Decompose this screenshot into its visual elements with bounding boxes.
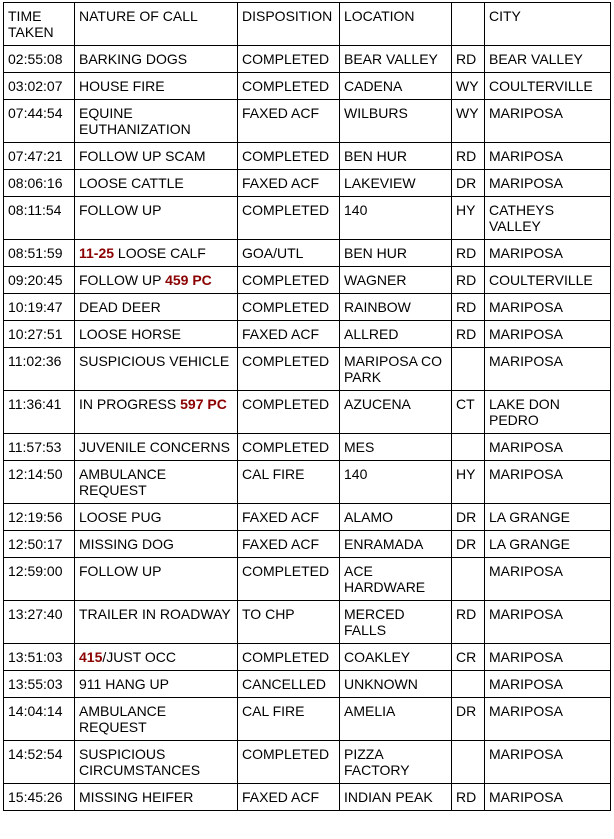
nature-text: SUSPICIOUS CIRCUMSTANCES — [79, 746, 201, 778]
disposition-cell: COMPLETED — [238, 558, 340, 601]
city-cell: MARIPOSA — [485, 170, 611, 197]
time-taken-cell: 15:45:26 — [4, 784, 75, 811]
location-cell: MES — [340, 434, 452, 461]
table-row — [4, 348, 611, 391]
nature-of-call-cell — [75, 100, 238, 143]
nature-of-call-cell — [75, 504, 238, 531]
street-suffix-cell: DR — [452, 698, 485, 741]
disposition-cell: TO CHP — [238, 601, 340, 644]
street-suffix-cell: WY — [452, 73, 485, 100]
location-cell: ENRAMADA — [340, 531, 452, 558]
nature-of-call-cell — [75, 531, 238, 558]
city-cell: MARIPOSA — [485, 741, 611, 784]
city-cell: LA GRANGE — [485, 531, 611, 558]
nature-text: BARKING DOGS — [79, 51, 188, 67]
location-cell: 140 — [340, 197, 452, 240]
table-row — [4, 46, 611, 73]
nature-of-call-cell — [75, 461, 238, 504]
street-suffix-cell — [452, 558, 485, 601]
city-cell: LAKE DON PEDRO — [485, 391, 611, 434]
location-cell: RAINBOW — [340, 294, 452, 321]
disposition-cell: COMPLETED — [238, 741, 340, 784]
nature-of-call-cell — [75, 143, 238, 170]
nature-of-call-cell — [75, 321, 238, 348]
location-cell: AZUCENA — [340, 391, 452, 434]
city-cell: MARIPOSA — [485, 240, 611, 267]
city-cell: MARIPOSA — [485, 100, 611, 143]
header-time-taken: TIME TAKEN — [4, 3, 75, 46]
street-suffix-cell: RD — [452, 321, 485, 348]
table-row — [4, 741, 611, 784]
city-cell: MARIPOSA — [485, 143, 611, 170]
city-cell: MARIPOSA — [485, 698, 611, 741]
city-cell: MARIPOSA — [485, 348, 611, 391]
city-cell: LA GRANGE — [485, 504, 611, 531]
header-city: CITY — [485, 3, 611, 46]
nature-text: AMBULANCE REQUEST — [79, 466, 167, 498]
street-suffix-cell: RD — [452, 784, 485, 811]
time-taken-cell: 10:19:47 — [4, 294, 75, 321]
street-suffix-cell — [452, 741, 485, 784]
nature-of-call-cell — [75, 348, 238, 391]
time-taken-cell: 08:11:54 — [4, 197, 75, 240]
table-row — [4, 170, 611, 197]
nature-text: TRAILER IN ROADWAY — [79, 606, 231, 622]
time-taken-cell: 02:55:08 — [4, 46, 75, 73]
location-cell: WAGNER — [340, 267, 452, 294]
disposition-cell: COMPLETED — [238, 267, 340, 294]
nature-text: DEAD DEER — [79, 299, 161, 315]
header-nature-of-call: NATURE OF CALL — [75, 3, 238, 46]
nature-text: JUVENILE CONCERNS — [79, 439, 230, 455]
nature-text: AMBULANCE REQUEST — [79, 703, 167, 735]
table-row — [4, 434, 611, 461]
location-cell: BEAR VALLEY — [340, 46, 452, 73]
nature-of-call-cell — [75, 46, 238, 73]
location-cell: ACE HARDWARE — [340, 558, 452, 601]
nature-text: IN PROGRESS — [79, 396, 181, 412]
nature-text: 911 HANG UP — [79, 676, 169, 692]
street-suffix-cell: DR — [452, 170, 485, 197]
street-suffix-cell: CT — [452, 391, 485, 434]
time-taken-cell: 11:36:41 — [4, 391, 75, 434]
city-cell: COULTERVILLE — [485, 267, 611, 294]
city-cell: MARIPOSA — [485, 434, 611, 461]
table-row — [4, 644, 611, 671]
time-taken-cell: 12:59:00 — [4, 558, 75, 601]
street-suffix-cell: RD — [452, 601, 485, 644]
location-cell: COAKLEY — [340, 644, 452, 671]
location-cell: UNKNOWN — [340, 671, 452, 698]
street-suffix-cell: RD — [452, 46, 485, 73]
table-row — [4, 197, 611, 240]
nature-text: HOUSE FIRE — [79, 78, 165, 94]
nature-of-call-cell — [75, 170, 238, 197]
nature-text: LOOSE CALF — [114, 245, 206, 261]
city-cell: CATHEYS VALLEY — [485, 197, 611, 240]
disposition-cell: COMPLETED — [238, 46, 340, 73]
disposition-cell: FAXED ACF — [238, 784, 340, 811]
street-suffix-cell — [452, 348, 485, 391]
time-taken-cell: 10:27:51 — [4, 321, 75, 348]
disposition-cell: GOA/UTL — [238, 240, 340, 267]
disposition-cell: COMPLETED — [238, 348, 340, 391]
disposition-cell: COMPLETED — [238, 197, 340, 240]
street-suffix-cell: HY — [452, 197, 485, 240]
location-cell: ALLRED — [340, 321, 452, 348]
time-taken-cell: 14:04:14 — [4, 698, 75, 741]
table-row — [4, 698, 611, 741]
city-cell: BEAR VALLEY — [485, 46, 611, 73]
street-suffix-cell: RD — [452, 294, 485, 321]
time-taken-cell: 11:02:36 — [4, 348, 75, 391]
time-taken-cell: 07:47:21 — [4, 143, 75, 170]
nature-of-call-cell — [75, 267, 238, 294]
street-suffix-cell — [452, 434, 485, 461]
time-taken-cell: 13:27:40 — [4, 601, 75, 644]
street-suffix-cell: WY — [452, 100, 485, 143]
table-row — [4, 531, 611, 558]
location-cell: 140 — [340, 461, 452, 504]
table-row — [4, 240, 611, 267]
call-log-body — [4, 3, 611, 811]
disposition-cell: COMPLETED — [238, 391, 340, 434]
nature-of-call-cell — [75, 240, 238, 267]
table-row — [4, 671, 611, 698]
street-suffix-cell: HY — [452, 461, 485, 504]
disposition-cell: FAXED ACF — [238, 531, 340, 558]
nature-of-call-cell — [75, 644, 238, 671]
time-taken-cell: 08:51:59 — [4, 240, 75, 267]
street-suffix-cell: CR — [452, 644, 485, 671]
location-cell: MARIPOSA CO PARK — [340, 348, 452, 391]
table-row — [4, 391, 611, 434]
nature-of-call-cell — [75, 671, 238, 698]
location-cell: PIZZA FACTORY — [340, 741, 452, 784]
table-row — [4, 73, 611, 100]
disposition-cell: CANCELLED — [238, 671, 340, 698]
disposition-cell: CAL FIRE — [238, 461, 340, 504]
call-log-table — [3, 2, 611, 811]
nature-text: MISSING DOG — [79, 536, 174, 552]
table-row — [4, 143, 611, 170]
table-row — [4, 504, 611, 531]
header-location: LOCATION — [340, 3, 452, 46]
disposition-cell: FAXED ACF — [238, 100, 340, 143]
time-taken-cell: 12:14:50 — [4, 461, 75, 504]
disposition-cell: CAL FIRE — [238, 698, 340, 741]
location-cell: BEN HUR — [340, 240, 452, 267]
nature-text: /JUST OCC — [102, 649, 176, 665]
nature-of-call-cell — [75, 434, 238, 461]
nature-text: FOLLOW UP — [79, 563, 162, 579]
header-disposition: DISPOSITION — [238, 3, 340, 46]
disposition-cell: FAXED ACF — [238, 321, 340, 348]
nature-of-call-cell — [75, 391, 238, 434]
street-suffix-cell: RD — [452, 267, 485, 294]
penal-code: 11-25 — [79, 245, 115, 261]
street-suffix-cell — [452, 671, 485, 698]
nature-of-call-cell — [75, 558, 238, 601]
city-cell: MARIPOSA — [485, 601, 611, 644]
location-cell: CADENA — [340, 73, 452, 100]
time-taken-cell: 14:52:54 — [4, 741, 75, 784]
nature-text: EQUINE EUTHANIZATION — [79, 105, 191, 137]
city-cell: MARIPOSA — [485, 644, 611, 671]
location-cell: MERCED FALLS — [340, 601, 452, 644]
nature-text: FOLLOW UP — [79, 272, 166, 288]
nature-text: MISSING HEIFER — [79, 789, 194, 805]
penal-code: 459 PC — [165, 272, 212, 288]
header-row — [4, 3, 611, 46]
street-suffix-cell: DR — [452, 531, 485, 558]
city-cell: MARIPOSA — [485, 321, 611, 348]
disposition-cell: COMPLETED — [238, 143, 340, 170]
nature-text: FOLLOW UP — [79, 202, 162, 218]
nature-of-call-cell — [75, 73, 238, 100]
city-cell: COULTERVILLE — [485, 73, 611, 100]
disposition-cell: FAXED ACF — [238, 170, 340, 197]
table-row — [4, 461, 611, 504]
location-cell: BEN HUR — [340, 143, 452, 170]
time-taken-cell: 07:44:54 — [4, 100, 75, 143]
time-taken-cell: 03:02:07 — [4, 73, 75, 100]
time-taken-cell: 09:20:45 — [4, 267, 75, 294]
table-row — [4, 558, 611, 601]
nature-of-call-cell — [75, 294, 238, 321]
city-cell: MARIPOSA — [485, 558, 611, 601]
header-street-suffix — [452, 3, 485, 46]
nature-of-call-cell — [75, 784, 238, 811]
nature-of-call-cell — [75, 197, 238, 240]
time-taken-cell: 11:57:53 — [4, 434, 75, 461]
city-cell: MARIPOSA — [485, 461, 611, 504]
disposition-cell: COMPLETED — [238, 434, 340, 461]
time-taken-cell: 08:06:16 — [4, 170, 75, 197]
nature-text: FOLLOW UP SCAM — [79, 148, 206, 164]
table-row — [4, 784, 611, 811]
disposition-cell: COMPLETED — [238, 644, 340, 671]
table-row — [4, 294, 611, 321]
table-row — [4, 100, 611, 143]
time-taken-cell: 13:55:03 — [4, 671, 75, 698]
penal-code: 415 — [79, 649, 103, 665]
nature-text: LOOSE HORSE — [79, 326, 181, 342]
disposition-cell: COMPLETED — [238, 294, 340, 321]
nature-of-call-cell — [75, 698, 238, 741]
disposition-cell: FAXED ACF — [238, 504, 340, 531]
nature-text: SUSPICIOUS VEHICLE — [79, 353, 230, 369]
location-cell: INDIAN PEAK — [340, 784, 452, 811]
city-cell: MARIPOSA — [485, 671, 611, 698]
location-cell: LAKEVIEW — [340, 170, 452, 197]
location-cell: ALAMO — [340, 504, 452, 531]
disposition-cell: COMPLETED — [238, 73, 340, 100]
table-row — [4, 267, 611, 294]
street-suffix-cell: RD — [452, 240, 485, 267]
time-taken-cell: 12:50:17 — [4, 531, 75, 558]
city-cell: MARIPOSA — [485, 294, 611, 321]
nature-of-call-cell — [75, 741, 238, 784]
street-suffix-cell: RD — [452, 143, 485, 170]
penal-code: 597 PC — [180, 396, 227, 412]
table-row — [4, 321, 611, 348]
city-cell: MARIPOSA — [485, 784, 611, 811]
nature-text: LOOSE PUG — [79, 509, 162, 525]
table-row — [4, 601, 611, 644]
location-cell: WILBURS — [340, 100, 452, 143]
nature-of-call-cell — [75, 601, 238, 644]
time-taken-cell: 12:19:56 — [4, 504, 75, 531]
street-suffix-cell: DR — [452, 504, 485, 531]
location-cell: AMELIA — [340, 698, 452, 741]
time-taken-cell: 13:51:03 — [4, 644, 75, 671]
nature-text: LOOSE CATTLE — [79, 175, 184, 191]
